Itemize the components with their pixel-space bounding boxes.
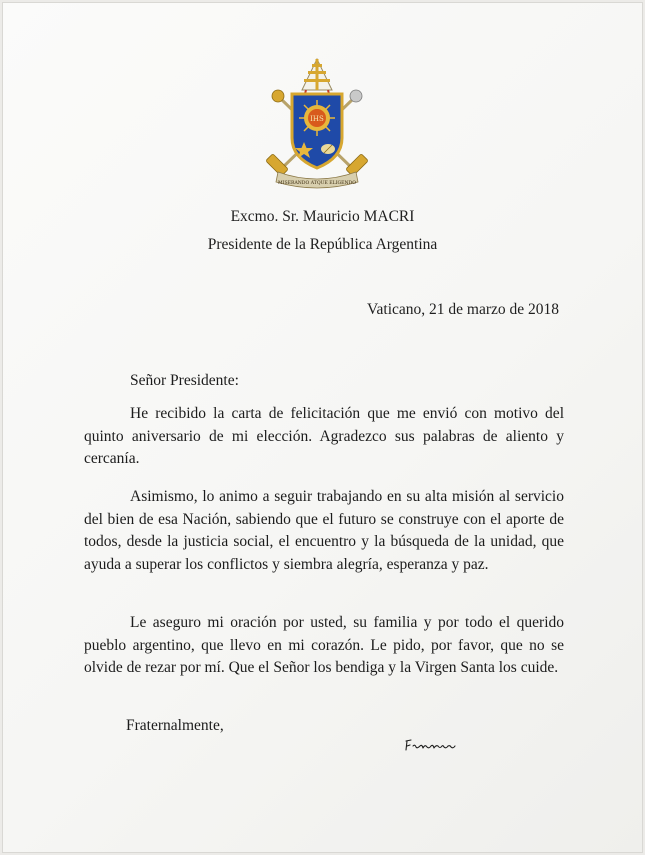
recipient-title: Presidente de la República Argentina: [207, 236, 438, 253]
paragraph-1: He recibido la carta de felicitación que me envió con motivo del quinto aniversario de mi elección. Agradezco sus palabras de aliento y cercanía.: [84, 405, 564, 467]
closing: Fraternalmente,: [126, 717, 224, 734]
place-date: Vaticano, 21 de marzo de 2018: [367, 301, 559, 318]
paragraph-3: Le aseguro mi oración por usted, su familia y por todo el querido pueblo argentino, que llevo en mi corazón. Le pido, por favor, que no se olvide de rezar por mí. Que el Señor los bendiga y la Virgen Santa los cuide.: [84, 614, 564, 676]
svg-text:IHS: IHS: [310, 115, 324, 123]
papal-coat-of-arms-icon: [266, 54, 368, 192]
letter-page: [2, 2, 643, 853]
salutation: Señor Presidente:: [130, 372, 239, 389]
paragraph-2: Asimismo, lo animo a seguir trabajando en su alta misión al servicio del bien de esa Nación, sabiendo que el futuro se construye con el aporte de todos, desde la justicia social, el encuentro y la búsqueda de la unidad, que ayuda a superar los conflictos y siembra alegría, esperanza y paz.: [84, 488, 564, 573]
svg-text:MISERANDO ATQUE ELIGENDO: MISERANDO ATQUE ELIGENDO: [277, 181, 357, 186]
handwritten-signature: [404, 737, 456, 755]
recipient-name: Excmo. Sr. Mauricio MACRI: [230, 208, 415, 225]
